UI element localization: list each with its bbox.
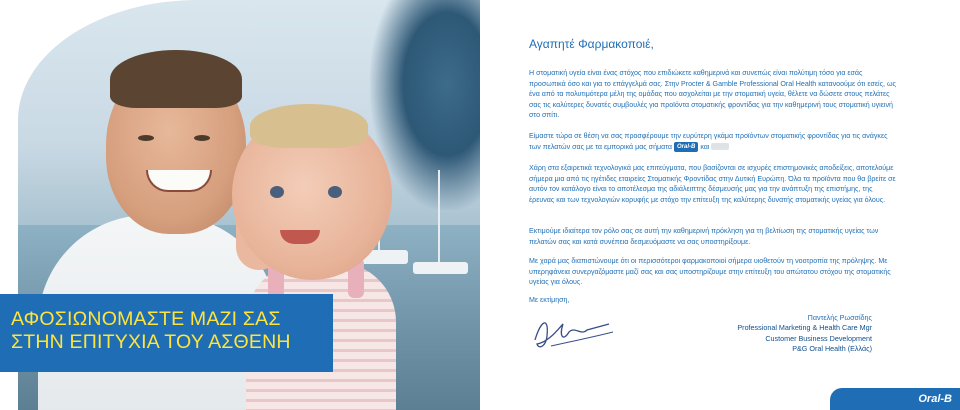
signer-title-1: Professional Marketing & Health Care Mgr: [737, 323, 872, 333]
signer-company: P&G Oral Health (Ελλάς): [792, 343, 872, 353]
letter-paragraph-2: [529, 131, 899, 152]
letter-paragraph-5: Με χαρά μας διαπιστώνουμε ότι οι περισσότεροι φαρμακοποιοί σήμερα υιοθετούν τη νοοτροπία της πρόληψης. Με υπερηφάνεια συνεργαζόμαστε μαζί σας και σας υποστηρίζουμε στην επίτευξη του απώτατου στόχου της στοματικής υγείας για όλους.: [529, 257, 891, 287]
headline-banner: [0, 294, 333, 372]
photo-mast: [438, 170, 440, 262]
headline-line-1: ΑΦΟΣΙΩΝΟΜΑΣΤΕ ΜΑΖΙ ΣΑΣ: [11, 308, 281, 330]
signer-name: Παντελής Ρωσσίδης: [807, 313, 872, 322]
letter-paragraph-3: Χάρη στα εξαιρετικά τεχνολογικά μας επιτεύγματα, που βασίζονται σε ισχυρές επιστημονικές αποδείξεις, αποτελούμε σήμερα μια από τις ηγέτιδες εταιρείες Στοματικής Φροντίδας στην Δυτική Ευρώπη. Όλα τα προϊόντα που θα βρείτε σε αυτόν τον κατάλογο είναι το αποτέλεσμα της αδιάλειπτης δέσμευσής μας για την ανάπτυξη της επιστήμης, της έρευνας και των τεχνολογιών κορυφής με στόχο την επίτευξη της καλύτερης δυνατής στοματικής υγείας για όλους.: [529, 164, 896, 204]
letter-paragraph-1: Η στοματική υγεία είναι ένας στόχος που επιδιώκετε καθημερινά και συνεπώς είναι πολύτιμη τόσο για εσάς προσωπικά όσο και για το επάγγελμά σας. Στην Procter & Gamble Professional Oral Health κατανοούμε ότι εσείς, ως ένα από τα πολυτιμότερα μέλη της ομάδας που ασχολείται με την στοματική υγεία, θέλετε να δώσετε στους πελάτες σας τις καλύτερες δυνατές συμβουλές για προϊόντα στοματικής φροντίδας για την καθημερινή τους στοματική υγιεινή στο σπίτι.: [529, 69, 896, 120]
man-eye: [138, 135, 154, 141]
baby-eye: [328, 186, 342, 198]
oral-b-footer-logo: [830, 388, 960, 410]
letter-page: [480, 0, 960, 410]
letter-greeting: Αγαπητέ Φαρμακοποιέ,: [529, 37, 654, 51]
letter-paragraph-4: Εκτιμούμε ιδιαίτερα τον ρόλο σας σε αυτή την καθημερινή πρόκληση για τη βελτίωση της στοματικής υγείας των πελατών σας και κατά συνέπεια δεσμευόμαστε να σας υποστηρίξουμε.: [529, 227, 879, 246]
man-eye: [194, 135, 210, 141]
baby-hair: [250, 104, 368, 148]
second-brand-inline-logo: [711, 143, 729, 150]
headline-text: [11, 308, 326, 354]
signer-block: [737, 313, 872, 354]
oral-b-logo-text: Oral-B: [918, 393, 952, 405]
photo-boat: [413, 262, 468, 274]
signer-title-2: Customer Business Development: [765, 333, 872, 343]
letter-closing: Με εκτίμηση,: [529, 296, 570, 304]
paragraph-2-and: και: [700, 142, 710, 151]
headline-line-2: ΣΤΗΝ ΕΠΙΤΥΧΙΑ ΤΟΥ ΑΣΘΕΝΗ: [11, 331, 291, 353]
oral-b-inline-logo: Oral-B: [674, 142, 698, 153]
man-hair: [110, 50, 242, 108]
handwritten-signature: [529, 306, 619, 356]
paragraph-2-text: Είμαστε τώρα σε θέση να σας προσφέρουμε την ευρύτερη γκάμα προϊόντων στοματικής φροντίδας για τις ανάγκες των πελατών σας με τα εμπορικά μας σήματα: [529, 132, 888, 151]
baby-eye: [270, 186, 284, 198]
